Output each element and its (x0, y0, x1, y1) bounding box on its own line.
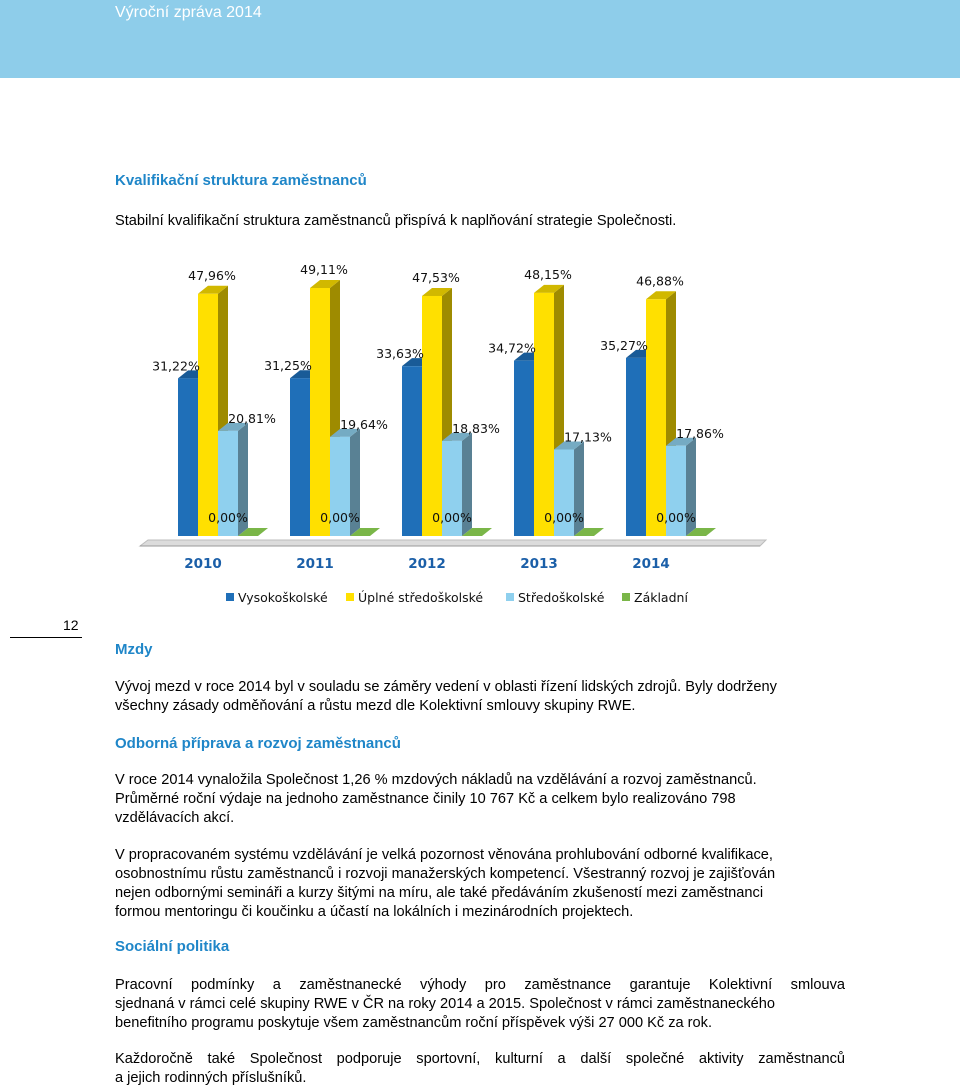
bar-2013-2 (534, 293, 554, 536)
text-line: benefitního programu poskytuje všem zaměstnancům roční příspěvek výši 27 000 Kč za rok. (115, 1015, 713, 1031)
data-label: 49,11% (300, 261, 348, 277)
data-label: 0,00% (656, 510, 696, 525)
data-label: 0,00% (208, 510, 248, 525)
text-line: všechny zásady odměňování a růstu mezd dle Kolektivní smlouvy skupiny RWE. (115, 698, 636, 714)
data-label: 17,86% (676, 425, 724, 441)
legend-label: Základní (634, 590, 688, 605)
data-label: 0,00% (320, 510, 360, 525)
heading-training: Odborná příprava a rozvoj zaměstnanců (115, 735, 401, 752)
text-line: sjednaná v rámci celé skupiny RWE v ČR na roky 2014 a 2015. Společnost v rámci zaměstnaneckého (115, 996, 776, 1012)
heading-social: Sociální politika (115, 938, 230, 955)
bar-2013-1 (514, 361, 534, 536)
data-label: 31,22% (152, 358, 200, 374)
text-line: V propracovaném systému vzdělávání je velká pozornost věnována prohlubování odborné kvalifikace, (115, 847, 773, 863)
data-label: 33,63% (376, 346, 424, 362)
legend-swatch (346, 593, 354, 601)
x-tick-label: 2013 (520, 556, 558, 572)
legend-label: Úplné středoškolské (358, 590, 484, 605)
bar-2010-1 (178, 378, 198, 536)
text-line: vzdělávacích akcí. (115, 810, 235, 826)
heading-wages: Mzdy (115, 641, 153, 658)
data-label: 0,00% (432, 510, 472, 525)
heading-qualification: Kvalifikační struktura zaměstnanců (115, 172, 367, 189)
text-line: Každoročně také Společnost podporuje sportovní, kulturní a další společné aktivity zaměstnanců (115, 1051, 845, 1067)
text-line: V roce 2014 vynaložila Společnost 1,26 % mzdových nákladů na vzdělávání a rozvoj zaměstnanců. (115, 772, 757, 788)
data-label: 20,81% (228, 410, 276, 426)
data-label: 47,53% (412, 269, 460, 285)
legend-swatch (622, 593, 630, 601)
data-label: 46,88% (636, 273, 684, 289)
data-label: 17,13% (564, 429, 612, 445)
data-label: 18,83% (452, 420, 500, 436)
qualification-intro: Stabilní kvalifikační struktura zaměstnanců přispívá k naplňování strategie Společnosti. (115, 213, 677, 229)
chart-legend (226, 590, 688, 605)
text-line: Pracovní podmínky a zaměstnanecké výhody pro zaměstnance garantuje Kolektivní smlouva (115, 977, 845, 993)
data-label: 35,27% (600, 337, 648, 353)
bar-2010-2 (198, 294, 218, 536)
training-paragraph-1 (115, 771, 845, 828)
text-line: nejen odbornými semináři a kurzy šitými na míru, ale také předáváním zkušeností mezi zaměstnanci (115, 885, 764, 901)
text-line: osobnostnímu růstu zaměstnanců i rozvoji manažerských kompetencí. Všestranný rozvoj je zajišťován (115, 866, 776, 882)
bar-2011-1 (290, 378, 310, 536)
legend-swatch (226, 593, 234, 601)
report-title: Výroční zpráva 2014 (115, 4, 262, 21)
x-tick-label: 2014 (632, 556, 670, 572)
text-line: Průměrné roční výdaje na jednoho zaměstnance činily 10 767 Kč a celkem bylo realizováno 798 (115, 791, 736, 807)
legend-swatch (506, 593, 514, 601)
text-line: a jejich rodinných příslušníků. (115, 1070, 307, 1086)
text-line: Vývoj mezd v roce 2014 byl v souladu se záměry vedení v oblasti řízení lidských zdrojů. Byly dodrženy (115, 679, 777, 695)
data-label: 47,96% (188, 267, 236, 283)
wages-paragraph (115, 678, 845, 716)
qualification-chart (130, 250, 780, 612)
bar-2012-2 (422, 296, 442, 536)
data-label: 34,72% (488, 340, 536, 356)
page-number-rule (10, 637, 82, 638)
x-tick-label: 2012 (408, 556, 446, 572)
chart-bars (178, 280, 716, 536)
header-band (0, 0, 960, 78)
chart-x-ticks (184, 556, 670, 572)
data-label: 48,15% (524, 266, 572, 282)
page-number: 12 (63, 617, 79, 633)
bar-2014-1 (626, 358, 646, 536)
data-label: 19,64% (340, 416, 388, 432)
data-label: 0,00% (544, 510, 584, 525)
bar-2014-2 (646, 299, 666, 536)
bar-2011-2 (310, 288, 330, 536)
x-tick-label: 2010 (184, 556, 222, 572)
legend-label: Středoškolské (518, 590, 605, 605)
legend-label: Vysokoškolské (238, 590, 328, 605)
bar-2012-1 (402, 366, 422, 536)
text-line: formou mentoringu či koučinku a účastí na lokálních i mezinárodních projektech. (115, 904, 634, 920)
social-paragraph-2 (115, 1050, 845, 1088)
chart-floor (140, 540, 766, 546)
data-label: 31,25% (264, 358, 312, 374)
x-tick-label: 2011 (296, 556, 334, 572)
social-paragraph-1 (115, 976, 845, 1033)
chart-floor-plane (140, 540, 766, 546)
training-paragraph-2 (115, 846, 845, 922)
